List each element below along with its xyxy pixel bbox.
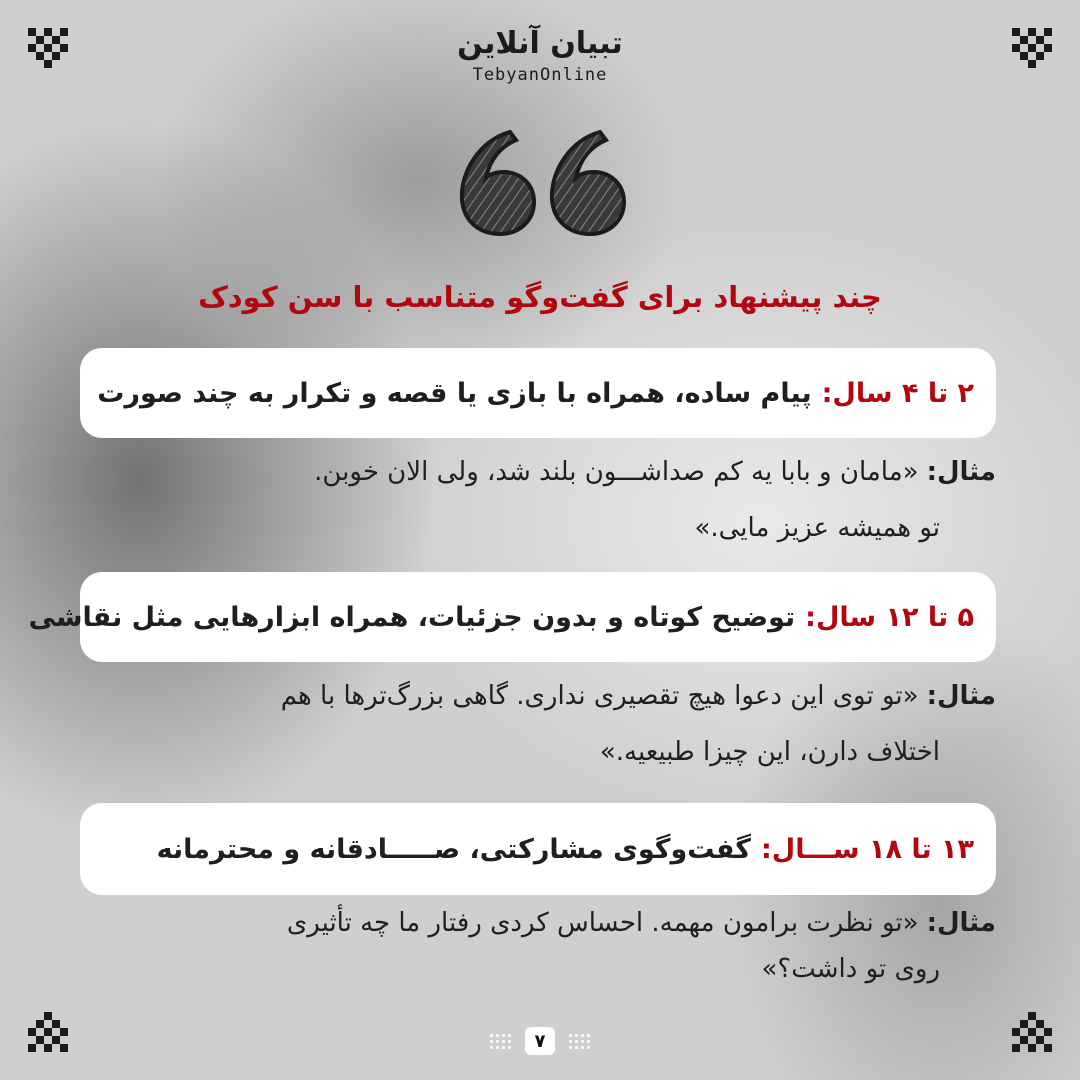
age-range: ۲ تا ۴ سال: (821, 377, 974, 409)
example-text-continued: اختلاف دارن، این چیزا طبیعیه.» (599, 737, 940, 767)
example-text: «تو نظرت برامون مهمه. احساس کردی رفتار ما چه تأثیری (286, 908, 919, 938)
page-number: ۷ (525, 1027, 555, 1055)
example-label: مثال: (926, 681, 996, 711)
brand-logo (0, 24, 1080, 86)
example-text-continued: روی تو داشت؟» (761, 954, 940, 984)
brand-name-en: TebyanOnline (472, 65, 608, 85)
dots-decoration-icon (490, 1034, 511, 1049)
age-card (80, 803, 996, 895)
age-range: ۵ تا ۱۲ سال: (805, 601, 974, 633)
age-advice: توضیح کوتاه و بدون جزئیات، همراه ابزارهایی مثل نقاشی (28, 601, 796, 633)
age-card (28, 572, 996, 662)
example-text: «مامان و بابا یه کم صداشـــون بلند شد، ولی الان خوبن. (314, 457, 919, 487)
example-text-continued: تو همیشه عزیز مایی.» (694, 513, 940, 543)
double-quote-icon (450, 122, 630, 242)
age-advice: پیام ساده، همراه با بازی یا قصه و تکرار به چند صورت (97, 377, 812, 409)
example-text: «تو توی این دعوا هیچ تقصیری نداری. گاهی بزرگ‌ترها با هم (280, 681, 919, 711)
age-advice: گفت‌وگوی مشارکتی، صـــــادقانه و محترمانه (156, 833, 751, 865)
example-block (84, 668, 996, 780)
dots-decoration-icon (569, 1034, 590, 1049)
example-block (84, 444, 996, 556)
age-range: ۱۳ تا ۱۸ ســـال: (760, 833, 974, 865)
example-block (84, 900, 996, 992)
page-title: چند پیشنهاد برای گفت‌وگو متناسب با سن کودک (198, 280, 882, 314)
age-card (80, 348, 996, 438)
brand-name-fa: تبیان آنلاین (457, 26, 623, 61)
example-label: مثال: (926, 908, 996, 938)
example-label: مثال: (926, 457, 996, 487)
page-indicator (0, 1026, 1080, 1056)
